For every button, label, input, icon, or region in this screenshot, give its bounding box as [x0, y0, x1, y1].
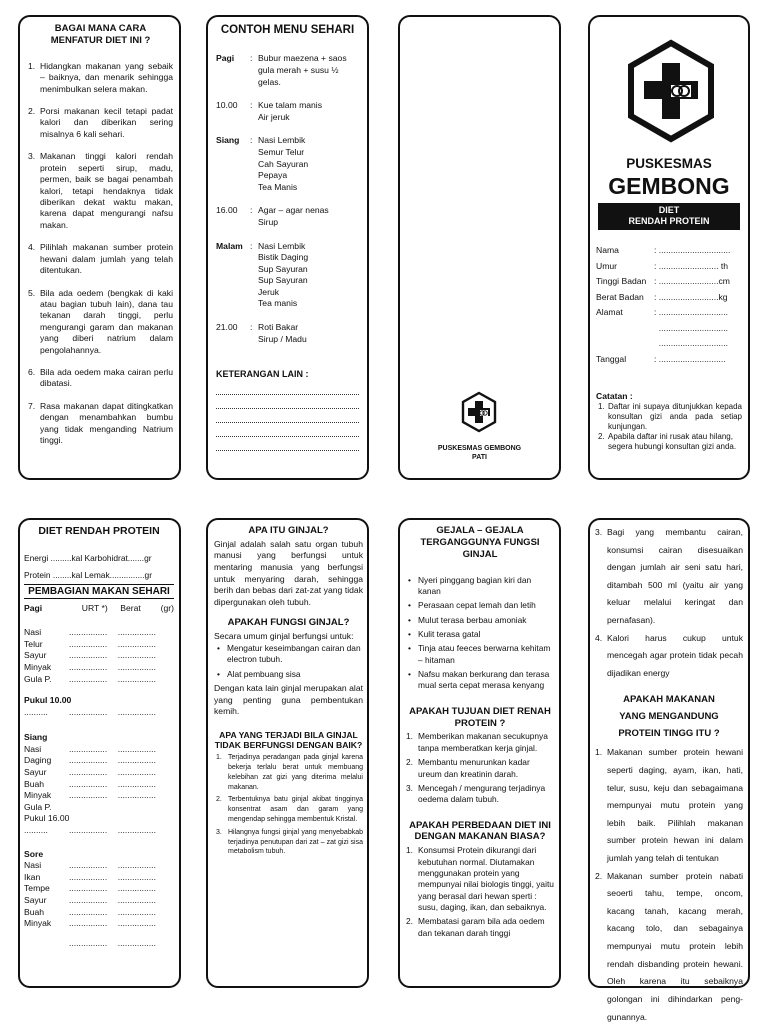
meal-row: Ikan ................ ................ — [24, 871, 156, 882]
panel-gejala — [398, 518, 561, 988]
list-item: 2. Porsi makanan kecil tetapi padat kalori dan diberikan sering misalnya 6 kali sehari. — [28, 106, 173, 139]
form-row: Umur : ......................... th — [596, 260, 729, 271]
fungsi-intro: Secara umum ginjal berfungsi untuk: — [214, 631, 354, 642]
ginjal-intro: Ginjal adalah salah satu organ tubuh manusi yang berfungsi untuk mentaring manusia yang berfungsi untuk menyaring darah, sehingga berih dan bebas dari zat-zat yang tidak dipergunakan oleh tubuh. — [214, 538, 363, 607]
panel-title: APA ITU GINJAL? — [248, 525, 329, 536]
menu-list — [216, 53, 359, 345]
puskesmas-name: GEMBONG — [608, 173, 730, 199]
list-item: 2. Makanan sumber protein nabati seoerti tahu, tempe, oncom, kacang tanah, kacang merah, kacang tolo, dan sebagainya mempunyai mutu protein lebih rendah disbanding protein hewani. Oleh karena itu sebaiknya golongan ini dihindarkan peng-gunannya. — [595, 870, 743, 1022]
section-title: APAKAH PERBEDAAN DIET INI DENGAN MAKANAN BIASA? — [409, 819, 551, 843]
meal-table: Nasi ................ ................ Telur ................ ................ Sayur ................ ................ Minyak ................ ................ Gula P. ................ ................ Pukul 10.00 .......... ................ ................ Siang Nasi ................ ................ Daging ................ ................ Sayur ................ ................ Buah ................ ................ Minyak ................ ................ Gula P. Pukul 16.00 .......... ................ ................ Sore Nasi ................ ................ Ikan ................ ................ Tempe ................ ................ Sayur ................ ................ Buah ................ ................ Minyak ................ ................ ................ ................ — [24, 627, 174, 949]
siang-label: Siang — [24, 732, 48, 743]
meal-row: Minyak ................ ................ — [24, 661, 156, 672]
puskesmas-logo — [627, 39, 715, 143]
meal-row: Sayur ................ ................ — [24, 767, 156, 778]
protein-list — [595, 744, 743, 1026]
list-item: • Perasaan cepat lemah dan letih — [408, 600, 536, 611]
org-city: PATI — [472, 454, 487, 461]
list-item: • Tinja atau feeces berwarna kehitam – hitaman — [408, 643, 551, 665]
panel-title: CONTOH MENU SEHARI — [220, 24, 355, 36]
keterangan-label: KETERANGAN LAIN : — [216, 369, 309, 380]
panel-title: BAGAI MANA CARA MENFATUR DIET INI ? — [50, 23, 151, 46]
catatan-label: Catatan : — [596, 391, 633, 401]
list-item: 2. Membatasi garam bila ada oedem dan tekanan darah tinggi — [406, 916, 545, 938]
meal-row: Minyak ................ ................ — [24, 918, 156, 929]
section-title: APA YANG TERJADI BILA GINJAL TIDAK BERFUNGSI DENGAN BAIK? — [214, 729, 363, 751]
list-item: • Mulut terasa berbau amoniak — [408, 614, 527, 625]
form-row: Nama : .............................. — [596, 245, 731, 255]
fungsi-after: Dengan kata lain ginjal merupakan alat yang penting guna pembentukan kemih. — [214, 682, 363, 717]
list-item: • Nafsu makan berkurang dan terasa mual serta cepat merasa kenyang — [408, 669, 550, 691]
panel-diet-form — [18, 518, 181, 988]
list-item: • Nyeri pinggang bagian kiri dan kanan — [408, 574, 532, 596]
meal-table-header: Pagi URT *) Berat (gr) — [24, 603, 174, 614]
meal-row: Nasi ................ ................ — [24, 860, 156, 871]
meal-row: Daging ................ ................ — [24, 755, 156, 766]
list-item: 4. Kalori harus cukup untuk mencegah agar protein tidak pecah dijadikan energy — [595, 632, 743, 678]
puskesmas-logo-icon — [460, 391, 498, 433]
lanjutan-list — [595, 524, 743, 682]
form-row: Alamat : ............................. — [596, 307, 729, 317]
pukul-10-label: Pukul 10.00 — [24, 695, 72, 706]
list-item: • Mengatur keseimbangan cairan dan electron tubuh. — [217, 642, 361, 665]
meal-row: Tempe ................ ................ — [24, 883, 156, 894]
panel-cara-mengatur — [18, 15, 181, 480]
tujuan-list — [406, 731, 554, 805]
puskesmas-label: PUSKESMAS — [626, 156, 712, 171]
tips-list — [28, 61, 173, 447]
org-name: PUSKESMAS GEMBONG — [437, 445, 522, 452]
list-item: 6. Bila ada oedem maka cairan perlu dibatasi. — [28, 367, 173, 389]
list-item: 4. Pilihlah makanan sumber protein hewani dalam jumlah yang telah ditentukan. — [28, 242, 173, 276]
list-item: 1. Makanan sumber protein hewani seperti daging, ayam, ikan, hati, telur, susu, keju dan sebagaimana mempunyai mutu protein yang lebih baik. Pilihlah makanan sumber protein hewan ini dalam jumlah yang telah di tentukan — [595, 747, 743, 864]
gejala-list — [406, 575, 554, 692]
diet-banner-line1: DIET — [658, 205, 680, 215]
panel-ginjal — [206, 518, 369, 988]
menu-block: 16.00 : Agar – agar nenas Sirup — [216, 205, 329, 227]
menu-block: Malam : Nasi Lembik Bistik Daging Sup Sayuran Sup Sayuran Jeruk Tea manis — [216, 240, 309, 309]
panel-back-cover — [398, 15, 561, 480]
form-row: Tanggal : ............................ — [596, 353, 726, 364]
section-title: APAKAH FUNGSI GINJAL? — [227, 617, 350, 629]
list-item: 1. Hidangkan makanan yang sebaik – baiknya, dan menarik sehingga menimbulkan selera makan. — [28, 60, 173, 94]
menu-block: 21.00 : Roti Bakar Sirup / Madu — [216, 322, 307, 344]
section-title: APAKAH TUJUAN DIET RENAH PROTEIN ? — [409, 705, 551, 729]
note-item: 1. Daftar ini supaya ditunjukkan kepada konsultan gizi anda pada setiap kunjungan. — [598, 402, 742, 431]
puskesmas-logo-small — [460, 391, 498, 433]
meal-row: Nasi ................ ................ — [24, 743, 156, 754]
fungsi-list — [214, 643, 363, 680]
panel-makanan-protein — [588, 518, 750, 1022]
list-item: • Alat pembuang sisa — [217, 668, 301, 679]
list-item: 1. Memberikan makanan secukupnya tanpa memberatkan kerja ginjal. — [406, 731, 548, 753]
list-item: • Kulit terasa gatal — [408, 629, 481, 639]
list-item: 3. Mencegah / mengurang terjadinya oedema dalam tubuh. — [406, 782, 546, 805]
meal-row: Nasi ................ ................ — [24, 627, 156, 638]
meal-row: Buah ................ ................ — [24, 906, 156, 917]
notes-list — [598, 402, 742, 455]
meal-row: Buah ................ ................ — [24, 778, 156, 789]
list-item: 7. Rasa makanan dapat ditingkatkan dengan menambahkan bumbu yang tidak menganding Natrium tinggi. — [28, 400, 173, 446]
protein-line: Protein ........kal Lemak...............gr — [24, 570, 152, 581]
note-item: 2. Apabila daftar ini rusak atau hilang, segera hubungi konsultan gizi anda. — [598, 432, 737, 451]
section-title: APAKAH MAKANAN YANG MENGANDUNG PROTEIN TINGG ITU ? — [618, 694, 720, 739]
menu-block: 10.00 : Kue talam manis Air jeruk — [216, 100, 323, 122]
energi-line: Energi .........kal Karbohidrat.......gr — [24, 553, 152, 564]
meal-row: Telur ................ ................ — [24, 638, 156, 649]
form-row: Berat Badan : .........................kg — [596, 291, 728, 302]
meal-row: Sayur ................ ................ — [24, 895, 156, 905]
sore-label: Sore — [24, 848, 44, 859]
panel-title: DIET RENDAH PROTEIN — [38, 525, 160, 537]
list-item: 2. Terbentuknya batu ginjal akibat tingginya konsentrat asam dan garam yang mengendap sehingga membentuk Kristal. — [216, 796, 363, 823]
list-item: 1. Terjadinya peradangan pada ginjal karena bekerja terlalu berat untuk membuang kelebihan zat gizi yang diterima melalui makanan. — [216, 754, 363, 791]
keterangan-lines — [216, 381, 359, 451]
pembagian-title: PEMBAGIAN MAKAN SEHARI — [24, 584, 174, 599]
meal-row: Minyak ................ ................ — [24, 790, 156, 801]
diet-banner — [598, 203, 740, 230]
list-item: 3. Hilangnya fungsi ginjal yang menyebabkab terjadinya penutupan dari zat – zat gizi sisa metabolism tubuh. — [216, 828, 363, 856]
diet-banner-line2: RENDAH PROTEIN — [628, 216, 710, 227]
meal-row: Gula P. ................ ................ — [24, 673, 156, 684]
terjadi-list — [214, 753, 363, 857]
meal-row: Sayur ................ ................ — [24, 650, 156, 661]
menu-block: Siang : Nasi Lembik Semur Telur Cah Sayuran Pepaya Tea Manis — [216, 135, 309, 192]
puskesmas-logo-icon — [627, 39, 715, 143]
menu-block: Pagi : Bubur maezena + saos gula merah + susu ½ gelas. — [216, 53, 347, 87]
list-item: 5. Bila ada oedem (bengkak di kaki atau bagian tubuh lain), dana tau tekanan darah tinggi, perlu mengurangi garam dan makanan yang diberi natrium dalam pengolahannya. — [28, 287, 173, 355]
patient-form — [596, 245, 746, 369]
list-item: 1. Konsumsi Protein dikurangi dari kebutuhan normal. Diutamakan menggunakan protein yang mempunyai nilai biologis tinggi, yaitu yang berasal dari hewan sperti : susu, daging, ikan, dan sebaiknya. — [406, 845, 554, 912]
form-row: Tinggi Badan : .........................cm — [596, 276, 730, 286]
form-row: ............................. — [654, 322, 729, 333]
list-item: 3. Makanan tinggi kalori rendah protein seperti sirup, madu, permen, baik se bagai penambah kalori, tetapi hendaknya tidak diberikan dekat waktu makan, karena dapat mengurangi nafsu makan. — [28, 151, 173, 230]
form-row: ............................. — [654, 338, 729, 348]
panel-contoh-menu — [206, 15, 369, 480]
panel-front-cover — [588, 15, 750, 480]
panel-title: GEJALA – GEJALA TERGANGGUNYA FUNGSI GINJAL — [420, 525, 540, 560]
beda-list — [406, 845, 554, 939]
list-item: 3. Bagi yang membantu cairan, konsumsi cairan disesuaikan dengan jumlah air seni satu hari, ditambah 500 ml (yaitu air yang keluar melalui keringat dan pernafasan). — [595, 527, 743, 626]
list-item: 2. Membantu menurunkan kadar ureum dan kreatinin darah. — [406, 757, 530, 779]
